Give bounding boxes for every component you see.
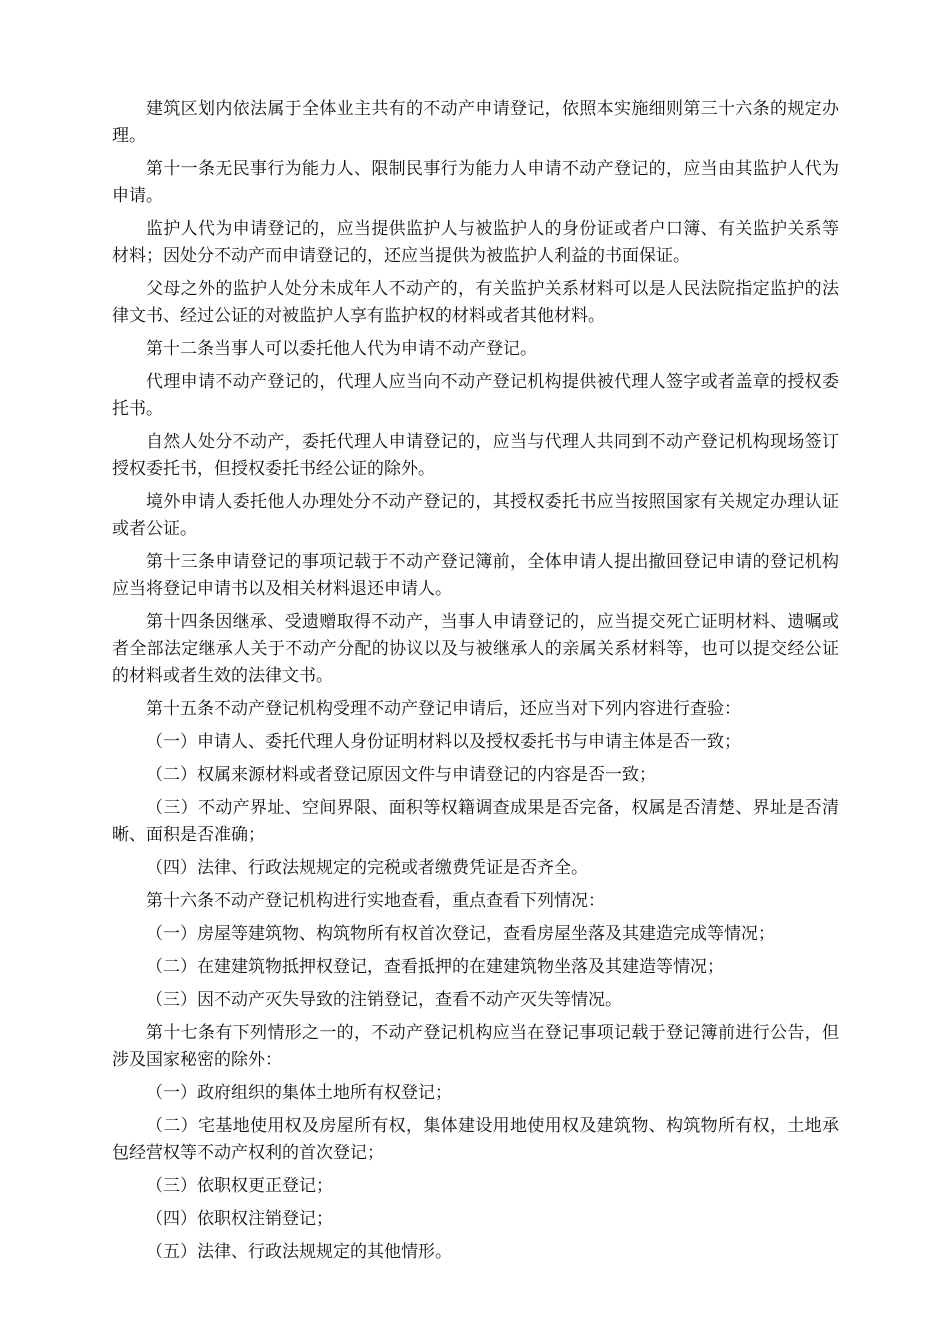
list-item-17-5: （五）法律、行政法规规定的其他情形。	[146, 1242, 452, 1262]
paragraph-article-16: 第十六条不动产登记机构进行实地查看，重点查看下列情况：	[146, 891, 605, 911]
list-item-16-2: （二）在建建筑物抵押权登记，查看抵押的在建建筑物坐落及其建造等情况；	[146, 957, 724, 977]
list-item-15-1: （一）申请人、委托代理人身份证明材料以及授权委托书与申请主体是否一致；	[146, 732, 741, 752]
list-item-16-3: （三）因不动产灭失导致的注销登记，查看不动产灭失等情况。	[146, 990, 622, 1010]
list-item-17-1: （一）政府组织的集体土地所有权登记；	[146, 1083, 452, 1103]
list-item-17-4: （四）依职权注销登记；	[146, 1209, 333, 1229]
paragraph-article-12: 第十二条当事人可以委托他人代为申请不动产登记。	[146, 339, 537, 359]
paragraph-natural-person-disposal: 自然人处分不动产，委托代理人申请登记的，应当与代理人共同到不动产登记机构现场签订授权委托书，但授权委托书经公证的除外。	[112, 432, 839, 479]
paragraph-article-11: 第十一条无民事行为能力人、限制民事行为能力人申请不动产登记的，应当由其监护人代为申请。	[112, 159, 839, 206]
list-item-17-2: （二）宅基地使用权及房屋所有权，集体建设用地使用权及建筑物、构筑物所有权，土地承包经营权等不动产权利的首次登记；	[112, 1116, 839, 1163]
list-item-16-1: （一）房屋等建筑物、构筑物所有权首次登记，查看房屋坐落及其建造完成等情况；	[146, 924, 775, 944]
paragraph-guardian-materials: 监护人代为申请登记的，应当提供监护人与被监护人的身份证或者户口簿、有关监护关系等材料；因处分不动产而申请登记的，还应当提供为被监护人利益的书面保证。	[112, 219, 839, 266]
paragraph-article-17: 第十七条有下列情形之一的，不动产登记机构应当在登记事项记载于登记簿前进行公告，但涉及国家秘密的除外：	[112, 1023, 839, 1070]
paragraph-article-15: 第十五条不动产登记机构受理不动产登记申请后，还应当对下列内容进行查验：	[146, 699, 741, 719]
list-item-15-3: （三）不动产界址、空间界限、面积等权籍调查成果是否完备，权属是否清楚、界址是否清晰、面积是否准确；	[112, 798, 839, 845]
paragraph-article-14: 第十四条因继承、受遗赠取得不动产，当事人申请登记的，应当提交死亡证明材料、遗嘱或者全部法定继承人关于不动产分配的协议以及与被继承人的亲属关系材料等，也可以提交经公证的材料或者生效的法律文书。	[112, 612, 839, 686]
list-item-17-3: （三）依职权更正登记；	[146, 1176, 333, 1196]
paragraph-agent-authorization: 代理申请不动产登记的，代理人应当向不动产登记机构提供被代理人签字或者盖章的授权委托书。	[112, 372, 839, 419]
paragraph-shared-property-registration: 建筑区划内依法属于全体业主共有的不动产申请登记，依照本实施细则第三十六条的规定办理。	[112, 99, 839, 146]
list-item-15-4: （四）法律、行政法规规定的完税或者缴费凭证是否齐全。	[146, 858, 588, 878]
list-item-15-2: （二）权属来源材料或者登记原因文件与申请登记的内容是否一致；	[146, 765, 656, 785]
paragraph-minor-property-disposal: 父母之外的监护人处分未成年人不动产的，有关监护关系材料可以是人民法院指定监护的法律文书、经过公证的对被监护人享有监护权的材料或者其他材料。	[112, 279, 839, 326]
paragraph-overseas-applicant: 境外申请人委托他人办理处分不动产登记的，其授权委托书应当按照国家有关规定办理认证或者公证。	[112, 492, 839, 539]
paragraph-article-13: 第十三条申请登记的事项记载于不动产登记簿前，全体申请人提出撤回登记申请的登记机构应当将登记申请书以及相关材料退还申请人。	[112, 552, 839, 599]
document-body	[112, 96, 839, 1272]
